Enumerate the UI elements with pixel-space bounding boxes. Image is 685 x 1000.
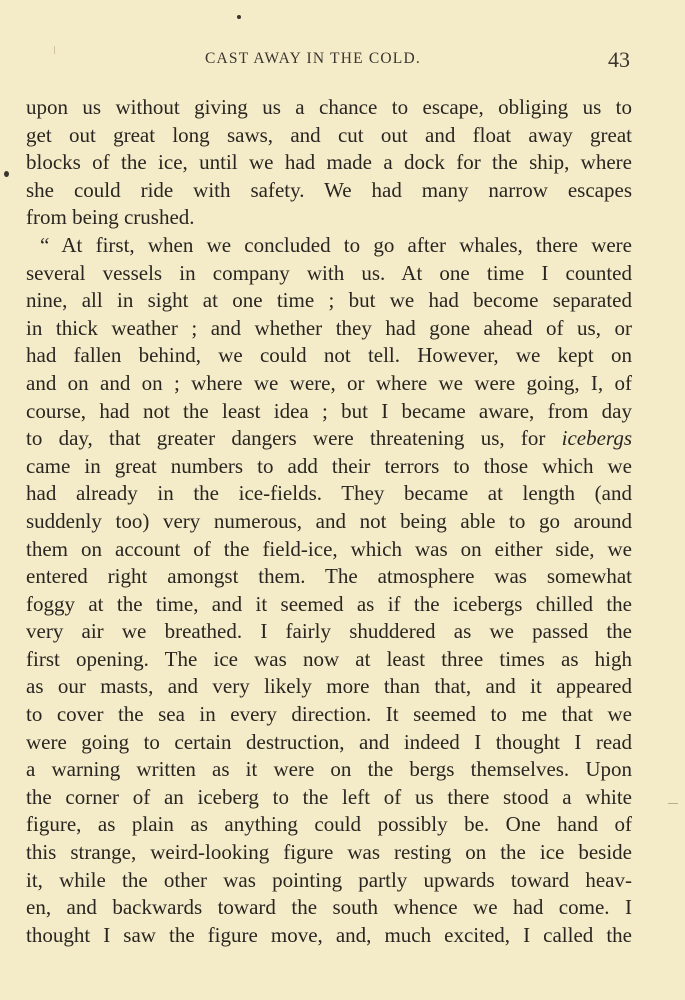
text-line: a warning written as it were on the bergs themselves. Upon	[26, 757, 632, 782]
text-line: and on and on ; where we were, or where we were going, I, of	[26, 370, 632, 395]
text-line: blocks of the ice, until we had made a dock for the ship, where	[26, 150, 632, 175]
body-text	[26, 94, 632, 949]
text-line: the corner of an iceberg to the left of us there stood a white	[26, 784, 632, 809]
margin-dot	[4, 171, 9, 177]
ink-speck	[237, 15, 241, 19]
text-line: had already in the ice-fields. They became at length (and	[26, 481, 632, 506]
text-line: from being crushed.	[26, 205, 195, 230]
text-segment: to day, that greater dangers were threatening us, for	[26, 426, 546, 451]
text-line: several vessels in company with us. At one time I counted	[26, 260, 632, 285]
text-line: get out great long saws, and cut out and float away great	[26, 122, 632, 147]
text-line: first opening. The ice was now at least three times as high	[26, 646, 632, 671]
running-title: CAST AWAY IN THE COLD.	[205, 50, 421, 67]
text-line: were going to certain destruction, and indeed I thought I read	[26, 729, 632, 754]
page-number: 43	[608, 47, 630, 72]
text-line: this strange, weird-looking figure was resting on the ice beside	[26, 840, 632, 865]
running-head	[0, 47, 685, 74]
text-line	[26, 425, 632, 453]
text-line: suddenly too) very numerous, and not being able to go around	[26, 508, 632, 533]
text-line: course, had not the least idea ; but I became aware, from day	[26, 398, 632, 423]
text-line: as our masts, and very likely more than that, and it appeared	[26, 674, 632, 699]
margin-mark	[668, 803, 678, 804]
italic-word: icebergs	[561, 426, 632, 451]
text-line: upon us without giving us a chance to escape, obliging us to	[26, 95, 632, 119]
text-line: she could ride with safety. We had many narrow escapes	[26, 177, 632, 202]
text-line: came in great numbers to add their terrors to those which we	[26, 453, 632, 478]
text-line: had fallen behind, we could not tell. However, we kept on	[26, 343, 632, 368]
text-line: “ At first, when we concluded to go after whales, there were	[40, 232, 632, 257]
text-line: figure, as plain as anything could possibly be. One hand of	[26, 812, 632, 837]
text-line: in thick weather ; and whether they had gone ahead of us, or	[26, 315, 632, 340]
text-line: to cover the sea in every direction. It seemed to me that we	[26, 702, 632, 727]
text-line: foggy at the time, and it seemed as if the icebergs chilled the	[26, 591, 632, 616]
text-line: them on account of the field-ice, which was on either side, we	[26, 536, 632, 561]
text-line: en, and backwards toward the south whence we had come. I	[26, 895, 632, 920]
text-line: very air we breathed. I fairly shuddered as we passed the	[26, 619, 632, 644]
text-line: thought I saw the figure move, and, much excited, I called the	[26, 922, 632, 947]
text-line: it, while the other was pointing partly upwards toward heav-	[26, 867, 632, 892]
text-line: entered right amongst them. The atmosphere was somewhat	[26, 564, 632, 589]
text-line: nine, all in sight at one time ; but we had become separated	[26, 288, 632, 313]
